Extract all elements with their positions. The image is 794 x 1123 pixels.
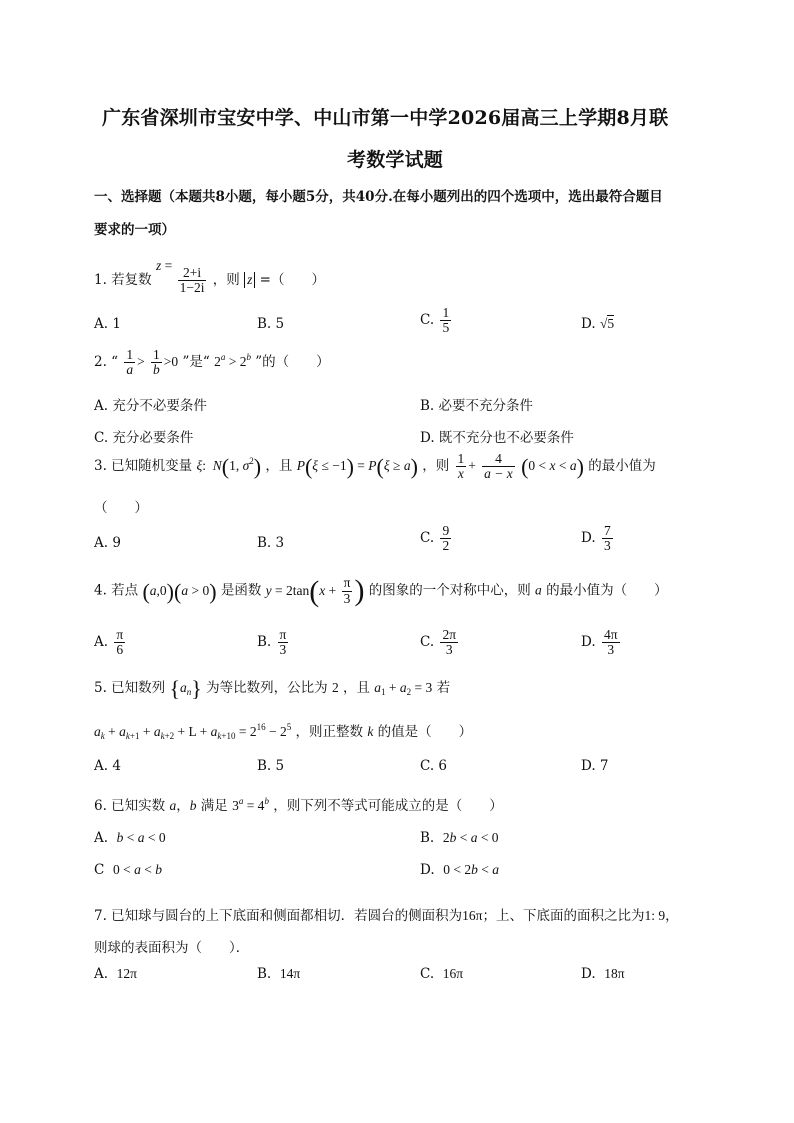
page-title-line2: 考数学试题 [347, 149, 444, 171]
q3-option-c[interactable]: C. $\frac{9}{2}$ [420, 523, 450, 554]
q2-option-d[interactable]: D. 既不充分也不必要条件 [420, 430, 574, 446]
q5-option-c[interactable]: C. 6 [420, 758, 448, 774]
q3-blank: （ ） [94, 500, 148, 516]
q7-option-d[interactable]: D. 18π [581, 966, 625, 982]
q3-option-d[interactable]: D. $\frac{7}{3}$ [581, 523, 611, 554]
question-1: 1. 若复数 z = $\frac{2+i}{1-2i}$ ，则 z =（ ） [94, 258, 325, 295]
q7-option-a[interactable]: A. 12π [94, 966, 137, 982]
q1-option-c[interactable]: C. $\frac{1}{5}$ [420, 305, 450, 336]
question-4: 4. 若点 (a,0)(a > 0) 是函数 y = 2tan(x + $\frac{\pi}{3}$ ) 的图象的一个对称中心，则 a 的最小值为（ ） [94, 574, 668, 608]
q1-option-d[interactable]: D. √5 [581, 316, 615, 332]
q3-option-a[interactable]: A. 9 [94, 535, 121, 551]
question-5-line2: $a_k + a_{k+1} + a_{k+2} + L + a_{k+10} = 2^{16} - 2^5$ ，则正整数 k 的值是（ ） [94, 722, 473, 741]
section-heading-line1: 一、选择题（本题共8小题，每小题5分，共40分.在每小题列出的四个选项中，选出最符合题目 [94, 189, 663, 205]
q6-option-b[interactable]: B. 2b < a < 0 [420, 830, 499, 846]
q3-option-b[interactable]: B. 3 [257, 535, 285, 551]
q5-option-a[interactable]: A. 4 [94, 758, 121, 774]
section-heading-line2: 要求的一项） [94, 222, 175, 238]
q6-option-a[interactable]: A. b < a < 0 [94, 830, 166, 846]
question-5-line1: 5. 已知数列 $\{a_n\}$ 为等比数列，公比为 2 ，且 $a_1 + a_2 = 3$ 若 [94, 676, 451, 701]
q4-option-a[interactable]: A. $\frac{\pi}{6}$ [94, 627, 124, 658]
q6-option-c[interactable]: C 0 < a < b [94, 862, 162, 878]
page-title-line1: 广东省深圳市宝安中学、中山市第一中学2026届高三上学期8月联 [102, 107, 669, 129]
q2-option-a[interactable]: A. 充分不必要条件 [94, 398, 207, 414]
q4-option-b[interactable]: B. $\frac{\pi}{3}$ [257, 627, 287, 658]
q2-option-c[interactable]: C. 充分必要条件 [94, 430, 194, 446]
q5-option-d[interactable]: D. 7 [581, 758, 609, 774]
question-7-line2: 则球的表面积为（ ）． [94, 940, 250, 956]
q1-option-a[interactable]: A. 1 [94, 316, 121, 332]
q7-option-c[interactable]: C. 16π [420, 966, 464, 982]
question-3: 3. 已知随机变量 ξ: N(1, $\sigma^2$) ，且 P(ξ ≤ −1) = P(ξ ≥ a) ，则 $\frac{1}{x}$ + $\frac{4}{a - x}$ (0 < x < a) 的最小值为 [94, 451, 656, 482]
q4-option-c[interactable]: C. $\frac{2\pi}{3}$ [420, 627, 457, 658]
question-6: 6. 已知实数 a，b 满足 $3^a = 4^b$ ，则下列不等式可能成立的是（ ） [94, 796, 503, 814]
q5-option-b[interactable]: B. 5 [257, 758, 285, 774]
q7-option-b[interactable]: B. 14π [257, 966, 301, 982]
q1-option-b[interactable]: B. 5 [257, 316, 285, 332]
question-2: 2. “ $\frac{1}{a}$ > $\frac{1}{b}$ >0 ”是“ $2^a > 2^b$ ”的（ ） [94, 347, 330, 378]
q2-option-b[interactable]: B. 必要不充分条件 [420, 398, 534, 414]
q4-option-d[interactable]: D. $\frac{4\pi}{3}$ [581, 627, 618, 658]
q6-option-d[interactable]: D. 0 < 2b < a [420, 862, 499, 878]
question-7-line1: 7. 已知球与圆台的上下底面和侧面都相切．若圆台的侧面积为16π；上、下底面的面积之比为1: 9， [94, 908, 679, 924]
